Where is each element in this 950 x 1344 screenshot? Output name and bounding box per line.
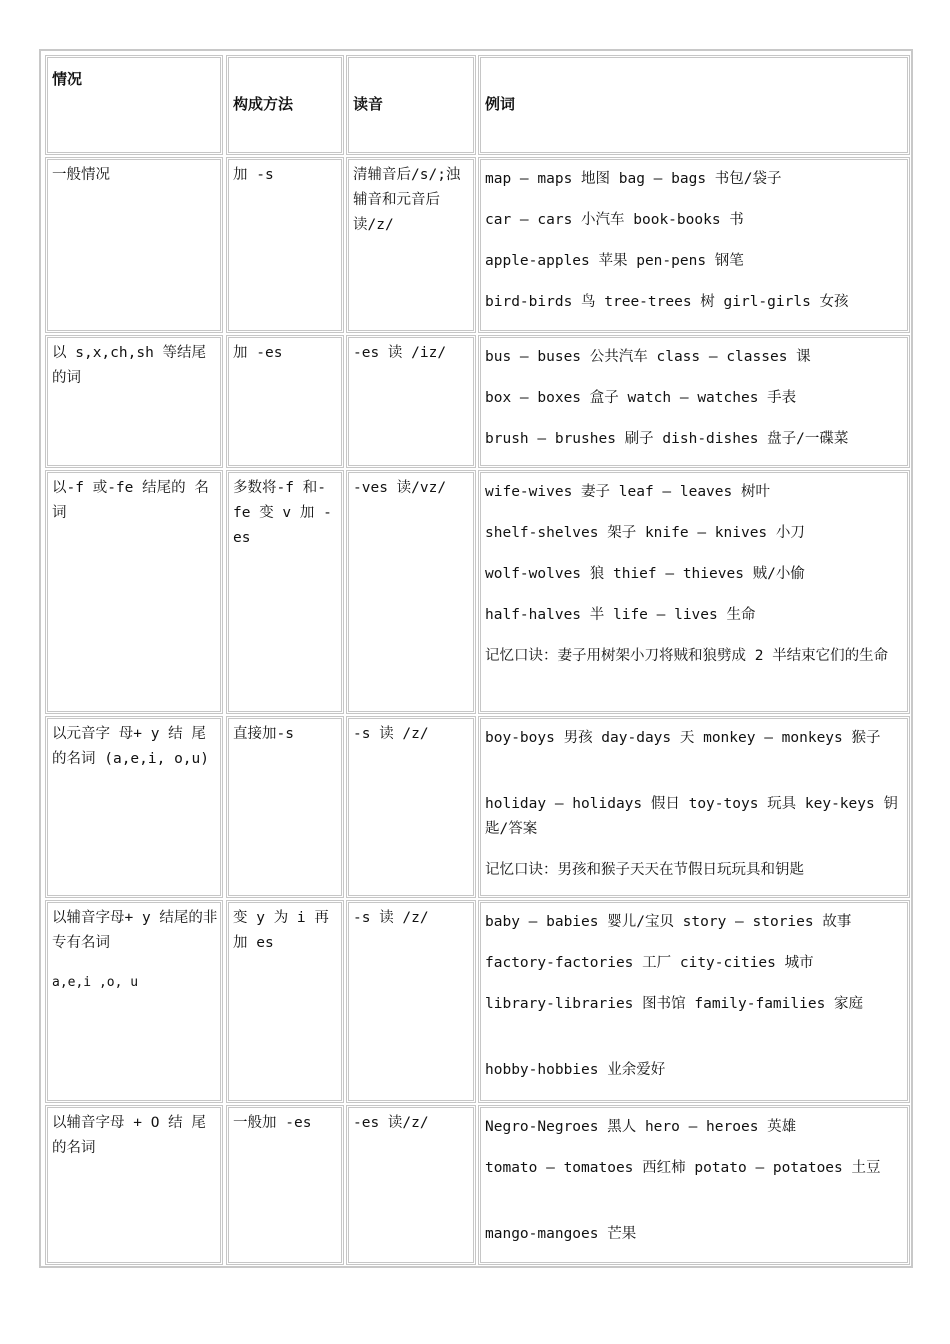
row-5-example-3: library-libraries 图书馆 family-families 家庭	[485, 996, 864, 1012]
row-2-pronunciation-cell	[346, 335, 476, 468]
row-2-method-cell	[226, 335, 344, 468]
row-6-example-3: mango-mangoes 芒果	[485, 1226, 637, 1242]
row-2-case-cell	[45, 335, 223, 468]
row-4-example-2: holiday – holidays 假日 toy-toys 玩具 key-keys 钥匙/答案	[485, 796, 898, 837]
row-1-example-1: map – maps 地图 bag – bags 书包/袋子	[485, 171, 782, 187]
row-4-pronunciation-cell	[346, 716, 476, 898]
header-case: 情况	[52, 70, 83, 88]
row-3-example-1: wife-wives 妻子 leaf – leaves 树叶	[485, 484, 770, 500]
row-4-examples-cell	[478, 716, 910, 898]
row-1-method: 加 -s	[233, 167, 274, 183]
row-3-case: 以-f 或-fe 结尾的 名词	[52, 480, 209, 521]
row-6-examples-cell	[478, 1105, 910, 1265]
row-2-pronunciation: -es 读 /iz/	[353, 345, 447, 361]
row-6-example-1: Negro-Negroes 黑人 hero — heroes 英雄	[485, 1119, 797, 1135]
row-1-case: 一般情况	[52, 167, 110, 183]
row-3-examples-cell	[478, 470, 910, 714]
row-5-case: 以辅音字母+ y 结尾的非专有名词	[52, 910, 218, 951]
row-1-examples-cell	[478, 157, 910, 333]
header-examples-cell	[478, 55, 910, 155]
row-6-case-cell	[45, 1105, 223, 1265]
row-4-case-cell	[45, 716, 223, 898]
row-2-example-2: box – boxes 盒子 watch – watches 手表	[485, 390, 797, 406]
row-1-example-3: apple-apples 苹果 pen-pens 钢笔	[485, 253, 744, 269]
row-6-method: 一般加 -es	[233, 1115, 312, 1131]
row-6-case: 以辅音字母 + O 结 尾的名词	[52, 1115, 206, 1156]
row-2-example-3: brush – brushes 刷子 dish-dishes 盘子/一碟菜	[485, 431, 849, 447]
header-examples: 例词	[485, 95, 516, 113]
header-method-cell	[226, 55, 344, 155]
row-3-example-3: wolf-wolves 狼 thief – thieves 贼/小偷	[485, 566, 805, 582]
plural-rules-table	[39, 49, 913, 1268]
row-4-mnemonic: 记忆口诀：男孩和猴子天天在节假日玩玩具和钥匙	[485, 862, 804, 878]
row-3-pronunciation-cell	[346, 470, 476, 714]
row-1-example-4: bird-birds 鸟 tree-trees 树 girl-girls 女孩	[485, 294, 849, 310]
row-2-case: 以 s,x,ch,sh 等结尾的词	[52, 345, 207, 386]
row-5-example-2: factory-factories 工厂 city-cities 城市	[485, 955, 814, 971]
row-5-case-note: a,e,i ,o, u	[52, 975, 139, 990]
row-5-method-cell	[226, 900, 344, 1103]
row-6-example-2: tomato – tomatoes 西红柿 potato – potatoes 土豆	[485, 1160, 881, 1176]
row-4-method: 直接加-s	[233, 726, 294, 742]
row-4-example-1: boy-boys 男孩 day-days 天 monkey – monkeys 猴子	[485, 730, 881, 746]
row-1-pronunciation: 清辅音后/s/;浊辅音和元音后读/z/	[353, 167, 461, 233]
row-3-pronunciation: -ves 读/vz/	[353, 480, 447, 496]
row-3-method-cell	[226, 470, 344, 714]
row-5-examples-cell	[478, 900, 910, 1103]
row-6-pronunciation: -es 读/z/	[353, 1115, 429, 1131]
row-3-mnemonic: 记忆口诀：妻子用树架小刀将贼和狼劈成 2 半结束它们的生命	[485, 648, 889, 664]
header-case-cell	[45, 55, 223, 155]
row-5-example-4: hobby-hobbies 业余爱好	[485, 1062, 666, 1078]
row-4-method-cell	[226, 716, 344, 898]
row-1-method-cell	[226, 157, 344, 333]
row-2-method: 加 -es	[233, 345, 283, 361]
row-2-examples-cell	[478, 335, 910, 468]
row-6-method-cell	[226, 1105, 344, 1265]
row-5-pronunciation: -s 读 /z/	[353, 910, 429, 926]
row-5-pronunciation-cell	[346, 900, 476, 1103]
row-1-case-cell	[45, 157, 223, 333]
row-5-example-1: baby — babies 婴儿/宝贝 story — stories 故事	[485, 914, 852, 930]
row-3-example-2: shelf-shelves 架子 knife – knives 小刀	[485, 525, 805, 541]
row-3-method: 多数将-f 和-fe 变 v 加 -es	[233, 480, 332, 546]
row-1-example-2: car – cars 小汽车 book-books 书	[485, 212, 744, 228]
row-5-method: 变 y 为 i 再加 es	[233, 910, 329, 951]
row-3-example-4: half-halves 半 life – lives 生命	[485, 607, 756, 623]
header-pronunciation: 读音	[353, 95, 384, 113]
row-5-case-cell	[45, 900, 223, 1103]
row-4-case: 以元音字 母+ y 结 尾的名词 (a,e,i, o,u)	[52, 726, 209, 767]
row-6-pronunciation-cell	[346, 1105, 476, 1265]
row-4-pronunciation: -s 读 /z/	[353, 726, 429, 742]
header-method: 构成方法	[233, 95, 294, 113]
row-3-case-cell	[45, 470, 223, 714]
row-1-pronunciation-cell	[346, 157, 476, 333]
row-2-example-1: bus – buses 公共汽车 class – classes 课	[485, 349, 811, 365]
header-pronunciation-cell	[346, 55, 476, 155]
